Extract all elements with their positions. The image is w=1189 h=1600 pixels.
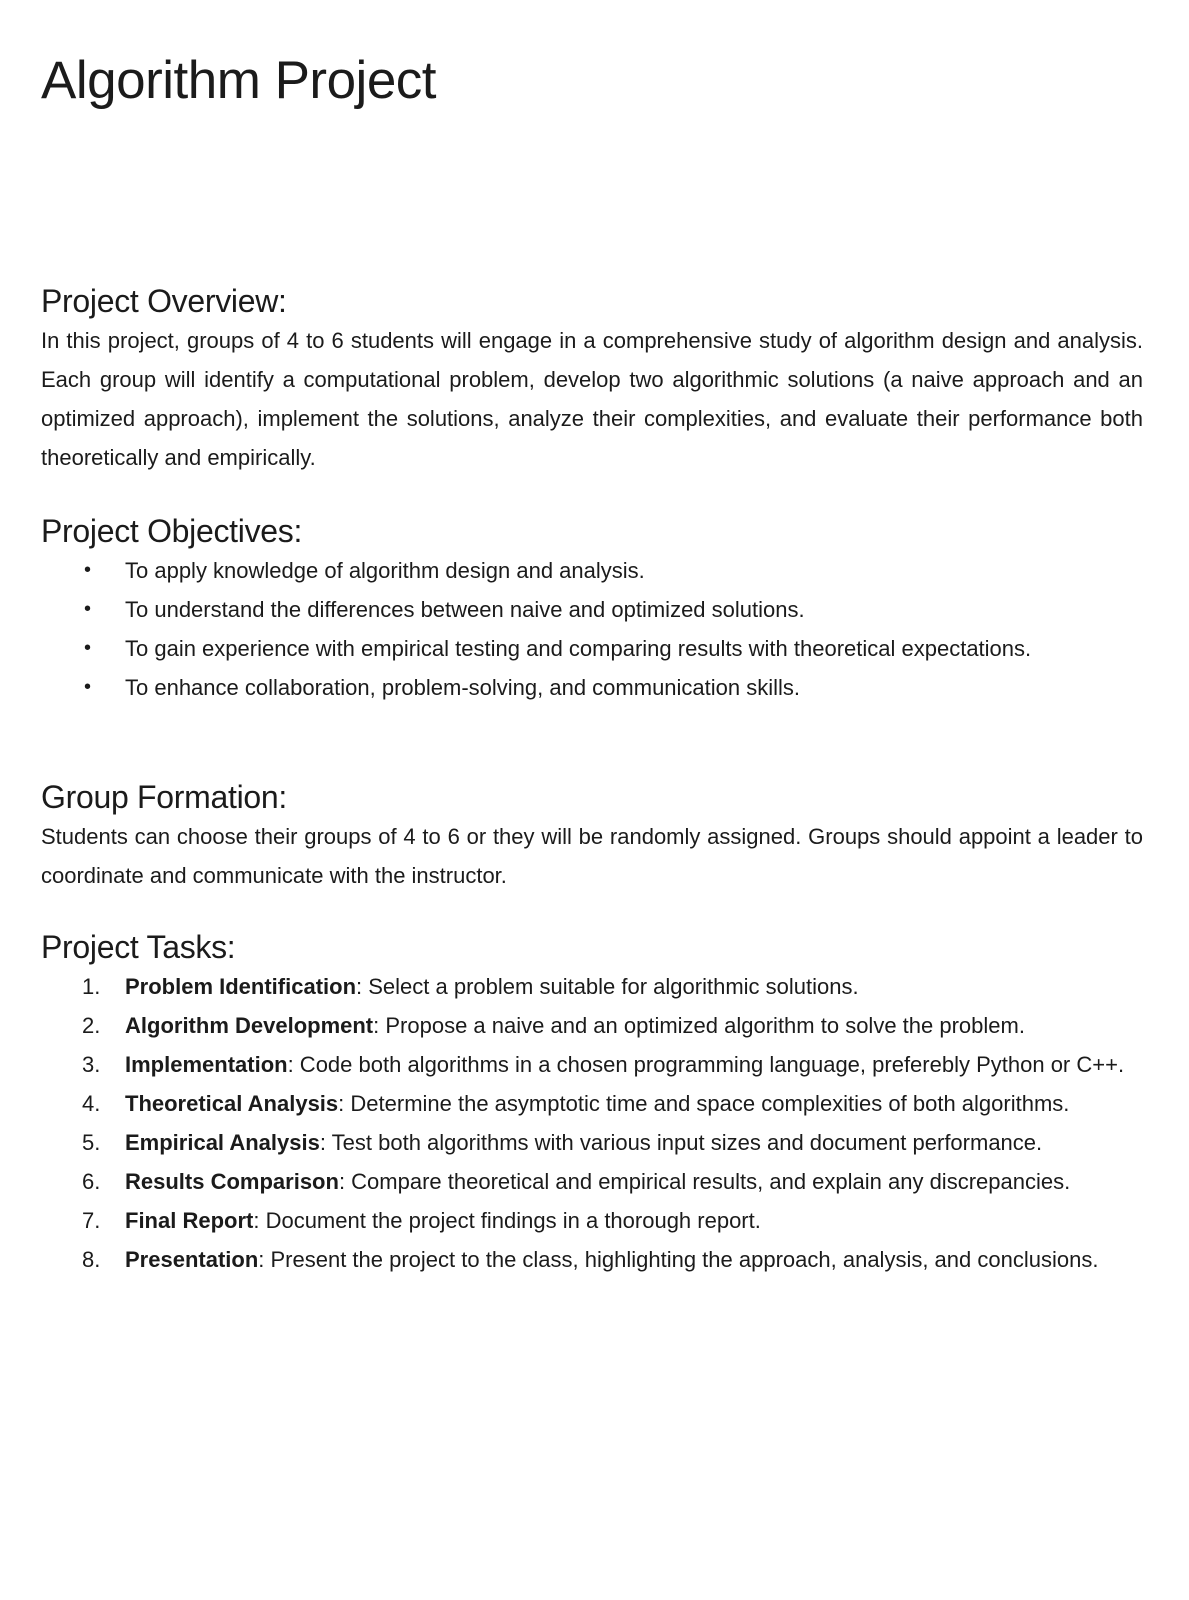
group-formation-heading: Group Formation: [41,779,287,815]
list-item [41,629,1143,668]
bullet-icon: • [84,637,92,659]
task-name: Results Comparison [125,1169,339,1194]
objective-text: To enhance collaboration, problem-solving, and communication skills. [125,675,801,700]
task-name: Problem Identification [125,974,357,999]
list-item [41,1045,1143,1084]
task-name: Implementation [125,1052,288,1077]
task-name: Theoretical Analysis [125,1091,339,1116]
task-number: 3. [82,1052,101,1077]
overview-heading: Project Overview: [41,283,287,319]
task-number: 1. [82,974,101,999]
task-description: : Compare theoretical and empirical results, and explain any discrepancies. [338,1169,1071,1194]
objectives-list [41,551,1143,707]
task-description: : Select a problem suitable for algorithmic solutions. [356,974,859,999]
task-description: : Propose a naive and an optimized algorithm to solve the problem. [373,1013,1025,1038]
task-number: 5. [82,1130,101,1155]
task-number: 2. [82,1013,101,1038]
list-item [41,967,1143,1006]
list-item [41,1084,1143,1123]
group-formation-section [41,777,1143,895]
list-item [41,1006,1143,1045]
task-name: Final Report [125,1208,254,1233]
task-name: Presentation [125,1247,259,1272]
task-number: 7. [82,1208,101,1233]
list-item [41,1162,1143,1201]
list-item [41,1123,1143,1162]
task-number: 8. [82,1247,101,1272]
page-title: Algorithm Project [41,51,437,110]
list-item [41,551,1143,590]
objective-text: To apply knowledge of algorithm design and analysis. [125,558,645,583]
task-description: : Document the project findings in a thorough report. [253,1208,761,1233]
task-description: : Test both algorithms with various input sizes and document performance. [319,1130,1043,1155]
document-page [41,0,1143,1600]
objectives-heading: Project Objectives: [41,513,303,549]
list-item [41,590,1143,629]
overview-text: In this project, groups of 4 to 6 students will engage in a comprehensive study of algorithm design and analysis. Each group will identify a computational problem, develop two algorithmic solutions (a naive approach and an optimized approach), implement the solutions, analyze their complexities, and evaluate their performance both theoretically and empirically. [41,328,1143,470]
list-item [41,668,1143,707]
task-name: Algorithm Development [125,1013,374,1038]
group-formation-text: Students can choose their groups of 4 to 6 or they will be randomly assigned. Groups should appoint a leader to coordinate and communicate with the instructor. [41,824,1143,888]
task-name: Empirical Analysis [125,1130,320,1155]
list-item [41,1240,1143,1279]
tasks-section [41,927,1143,1279]
tasks-heading: Project Tasks: [41,929,236,965]
task-description: : Determine the asymptotic time and space complexities of both algorithms. [338,1091,1070,1116]
task-number: 4. [82,1091,101,1116]
objective-text: To understand the differences between naive and optimized solutions. [125,597,805,622]
task-number: 6. [82,1169,101,1194]
objective-text: To gain experience with empirical testing and comparing results with theoretical expectations. [125,636,1032,661]
task-description: : Code both algorithms in a chosen programming language, preferebly Python or C++. [287,1052,1125,1077]
tasks-list [41,967,1143,1279]
bullet-icon: • [84,676,92,698]
bullet-icon: • [84,559,92,581]
task-description: : Present the project to the class, highlighting the approach, analysis, and conclusions. [258,1247,1099,1272]
list-item [41,1201,1143,1240]
overview-section [41,281,1143,477]
bullet-icon: • [84,598,92,620]
objectives-section [41,511,1143,707]
